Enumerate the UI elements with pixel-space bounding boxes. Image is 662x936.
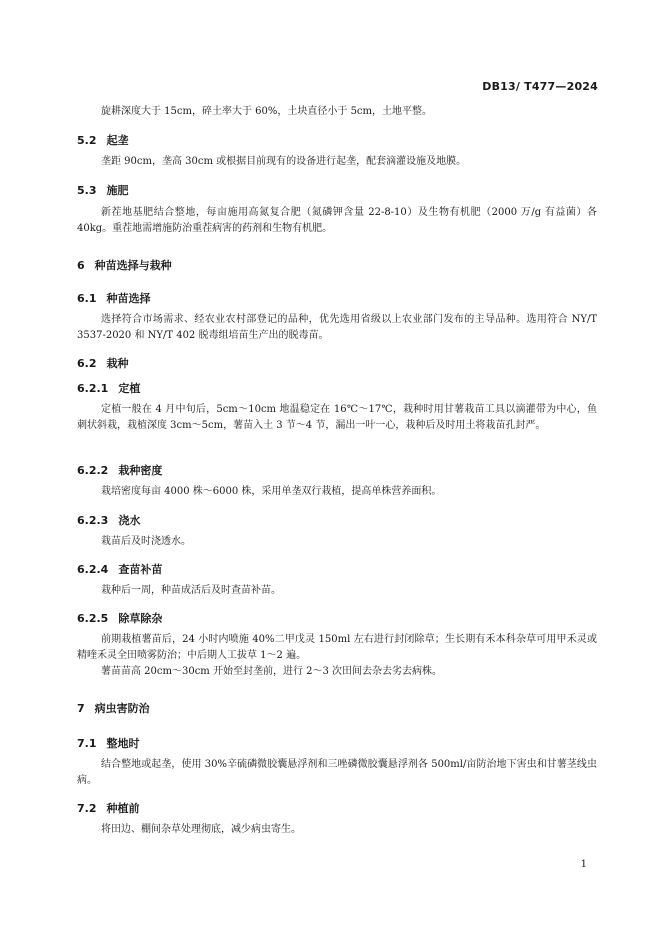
section-number: 6.2.2 bbox=[77, 464, 109, 477]
section-number: 6.2.5 bbox=[77, 612, 109, 625]
paragraph-6-2-4: 栽种后一周，种苗成活后及时查苗补苗。 bbox=[101, 585, 281, 596]
paragraph-7-2: 将田边、棚间杂草处理彻底，减少病虫寄生。 bbox=[101, 824, 301, 835]
section-number: 7.2 bbox=[77, 802, 97, 815]
section-number: 6.2.4 bbox=[77, 563, 109, 576]
paragraph-6-2-3: 栽苗后及时浇透水。 bbox=[101, 536, 191, 547]
section-heading-6-2-5 bbox=[77, 610, 162, 626]
section-title: 起垄 bbox=[106, 134, 129, 147]
section-heading-5-2 bbox=[77, 132, 129, 148]
paragraph-6-2-2: 栽培密度每亩 4000 株～6000 株，采用单垄双行栽植，提高单株营养面积。 bbox=[101, 486, 442, 497]
section-heading-6-2-3 bbox=[77, 512, 140, 528]
section-heading-7-1 bbox=[77, 735, 140, 751]
paragraph-6-1: 选择符合市场需求、经农业农村部登记的品种，优先选用省级以上农业部门发布的主导品种。选用符合 NY/T 3537-2020 和 NY/T 402 脱毒组培苗生产出的脱毒苗。 bbox=[77, 314, 597, 341]
section-heading-7 bbox=[77, 700, 150, 716]
section-title: 查苗补苗 bbox=[118, 563, 163, 576]
section-heading-6-1 bbox=[77, 290, 151, 306]
paragraph-6-2-5-a: 前期栽植薯苗后，24 小时内喷施 40%二甲戊灵 150ml 左右进行封闭除草；生长期有禾本科杂草可用甲禾灵或精喹禾灵全田喷雾防治；中后期人工拔草 1～2 遍。 bbox=[77, 634, 597, 661]
section-title: 种苗选择 bbox=[106, 292, 151, 305]
section-heading-5-3 bbox=[77, 182, 129, 198]
section-heading-6-2 bbox=[77, 355, 129, 371]
standard-code: DB13/ T477—2024 bbox=[482, 80, 598, 93]
section-heading-7-2 bbox=[77, 800, 140, 816]
section-title: 种苗选择与栽种 bbox=[94, 259, 172, 272]
section-number: 7 bbox=[77, 702, 85, 715]
section-heading-6-2-1 bbox=[77, 380, 140, 396]
section-number: 6.2.1 bbox=[77, 382, 109, 395]
section-number: 7.1 bbox=[77, 737, 97, 750]
section-title: 除草除杂 bbox=[118, 612, 163, 625]
paragraph-5-2: 垄距 90cm，垄高 30cm 或根据目前现有的设备进行起垄，配套滴灌设施及地膜。 bbox=[101, 156, 467, 167]
section-title: 浇水 bbox=[118, 514, 141, 527]
section-number: 5.3 bbox=[77, 184, 97, 197]
paragraph-6-2-1: 定植一般在 4 月中旬后，5cm～10cm 地温稳定在 16℃～17℃，栽种时用甘薯栽苗工具以滴灌带为中心，鱼刺状斜栽，栽植深度 3cm～5cm，薯苗入土 3 节～4 节，漏出一叶一心，栽种后及时用土将栽苗孔封严。 bbox=[77, 404, 597, 431]
paragraph-tillage: 旋耕深度大于 15cm，碎土率大于 60%，土块直径小于 5cm，土地平整。 bbox=[101, 106, 433, 117]
section-title: 栽种 bbox=[106, 357, 129, 370]
section-title: 整地时 bbox=[106, 737, 140, 750]
section-number: 6.1 bbox=[77, 292, 97, 305]
section-heading-6-2-2 bbox=[77, 462, 162, 478]
section-number: 5.2 bbox=[77, 134, 97, 147]
section-title: 种植前 bbox=[106, 802, 140, 815]
paragraph-5-3: 新茬地基肥结合整地，每亩施用高氮复合肥（氮磷钾含量 22-8-10）及生物有机肥（2000 万/g 有益菌）各 40kg。重茬地需增施防治重茬病害的药剂和生物有机肥。 bbox=[77, 207, 597, 234]
section-title: 栽种密度 bbox=[118, 464, 163, 477]
section-title: 定植 bbox=[118, 382, 141, 395]
section-heading-6 bbox=[77, 257, 172, 273]
section-number: 6 bbox=[77, 259, 85, 272]
section-title: 施肥 bbox=[106, 184, 129, 197]
paragraph-7-1: 结合整地或起垄，使用 30%辛硫磷微胶囊悬浮剂和三唑磷微胶囊悬浮剂各 500ml/亩防治地下害虫和甘薯茎线虫病。 bbox=[77, 759, 597, 786]
section-number: 6.2 bbox=[77, 357, 97, 370]
paragraph-6-2-5-b: 薯苗苗高 20cm～30cm 开始至封垄前，进行 2～3 次田间去杂去劣去病株。 bbox=[101, 666, 443, 677]
section-title: 病虫害防治 bbox=[94, 702, 150, 715]
page-number: 1 bbox=[580, 859, 587, 870]
section-heading-6-2-4 bbox=[77, 561, 162, 577]
section-number: 6.2.3 bbox=[77, 514, 109, 527]
